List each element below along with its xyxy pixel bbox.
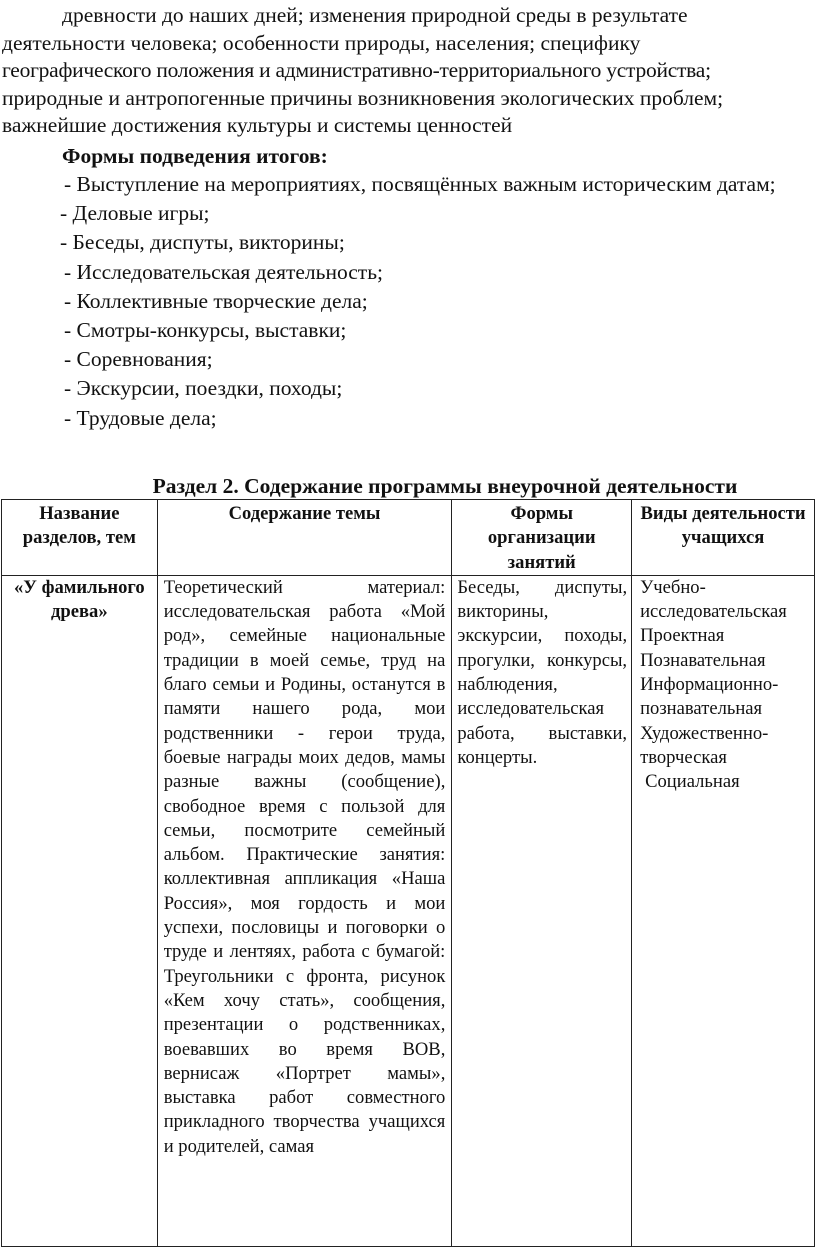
header-cell: Формы организации занятий [452,500,632,576]
summary-list [0,170,814,433]
cell-forms: Беседы, диспуты, викторины, экскурсии, походы, прогулки, конкурсы, наблюдения, исследовательская работа, выставки, концерты. [452,575,632,1246]
summary-item: - Трудовые дела; [64,405,217,430]
activity-type: Художественно-творческая [640,722,769,768]
cell-content: Теоретический материал: исследовательская работа «Мой род», семейные национальные традиции в моей семье, труд на благо семьи и Родины, останутся в памяти нашего рода, мои родственники - герои труда, боевые награды моих дедов, мамы разные важны (сообщение), свободное время с пользой для семьи, посмотрите семейный альбом. Практические занятия: коллективная аппликация «Наша Россия», моя гордость и мои успехи, пословицы и поговорки о труде и лентяях, работа с бумагой: Треугольники с фронта, рисунок «Кем хочу стать», сообщения, презентации о родственниках, воевавших во время ВОВ, вернисаж «Портрет мамы», выставка работ совместного прикладного творчества учащихся и родителей, самая [157,575,452,1246]
summary-item: - Деловые игры; [60,201,210,226]
summary-item: - Смотры-конкурсы, выставки; [64,318,347,343]
activity-type: Социальная [645,771,740,793]
header-cell: Название разделов, тем [2,500,158,576]
cell-section-name: «У фамильного древа» [2,575,158,1246]
summary-item: - Соревнования; [64,347,213,372]
summary-item: - Коллективные творческие дела; [64,288,368,313]
intro-line: географического положения и административно-территориального устройства; [2,58,711,83]
activity-type: Познавательная [640,649,766,671]
header-cell: Содержание темы [157,500,452,576]
summary-item: - Экскурсии, поездки, походы; [64,376,343,401]
intro-line: природные и антропогенные причины возникновения экологических проблем; [2,85,724,110]
activity-type: Информационно-познавательная [640,674,779,720]
summary-item: - Выступление на мероприятиях, посвящённых важным историческим датам; [64,172,776,196]
intro-paragraph [2,2,814,140]
activity-type: Учебно-исследовательская [640,576,787,623]
summary-item: - Исследовательская деятельность; [64,259,383,284]
program-table [1,499,815,1247]
intro-line: важнейшие достижения культуры и системы ценностей [2,113,513,138]
activity-type: Проектная [640,625,725,647]
summary-item: - Беседы, диспуты, викторины; [60,230,345,255]
intro-line: деятельности человека; особенности природы, населения; специфику [2,30,641,55]
section-title-text: Раздел 2. Содержание программы внеурочной деятельности [152,474,738,498]
intro-line: древности до наших дней; изменения природной среды в результате [62,3,688,27]
summary-title: Формы подведения итогов: [62,144,328,168]
table-header-row [2,500,815,576]
table-row [2,575,815,1246]
cell-activity-types [632,575,815,1246]
section-title [0,472,816,500]
header-cell: Виды деятельности учащихся [632,500,815,576]
